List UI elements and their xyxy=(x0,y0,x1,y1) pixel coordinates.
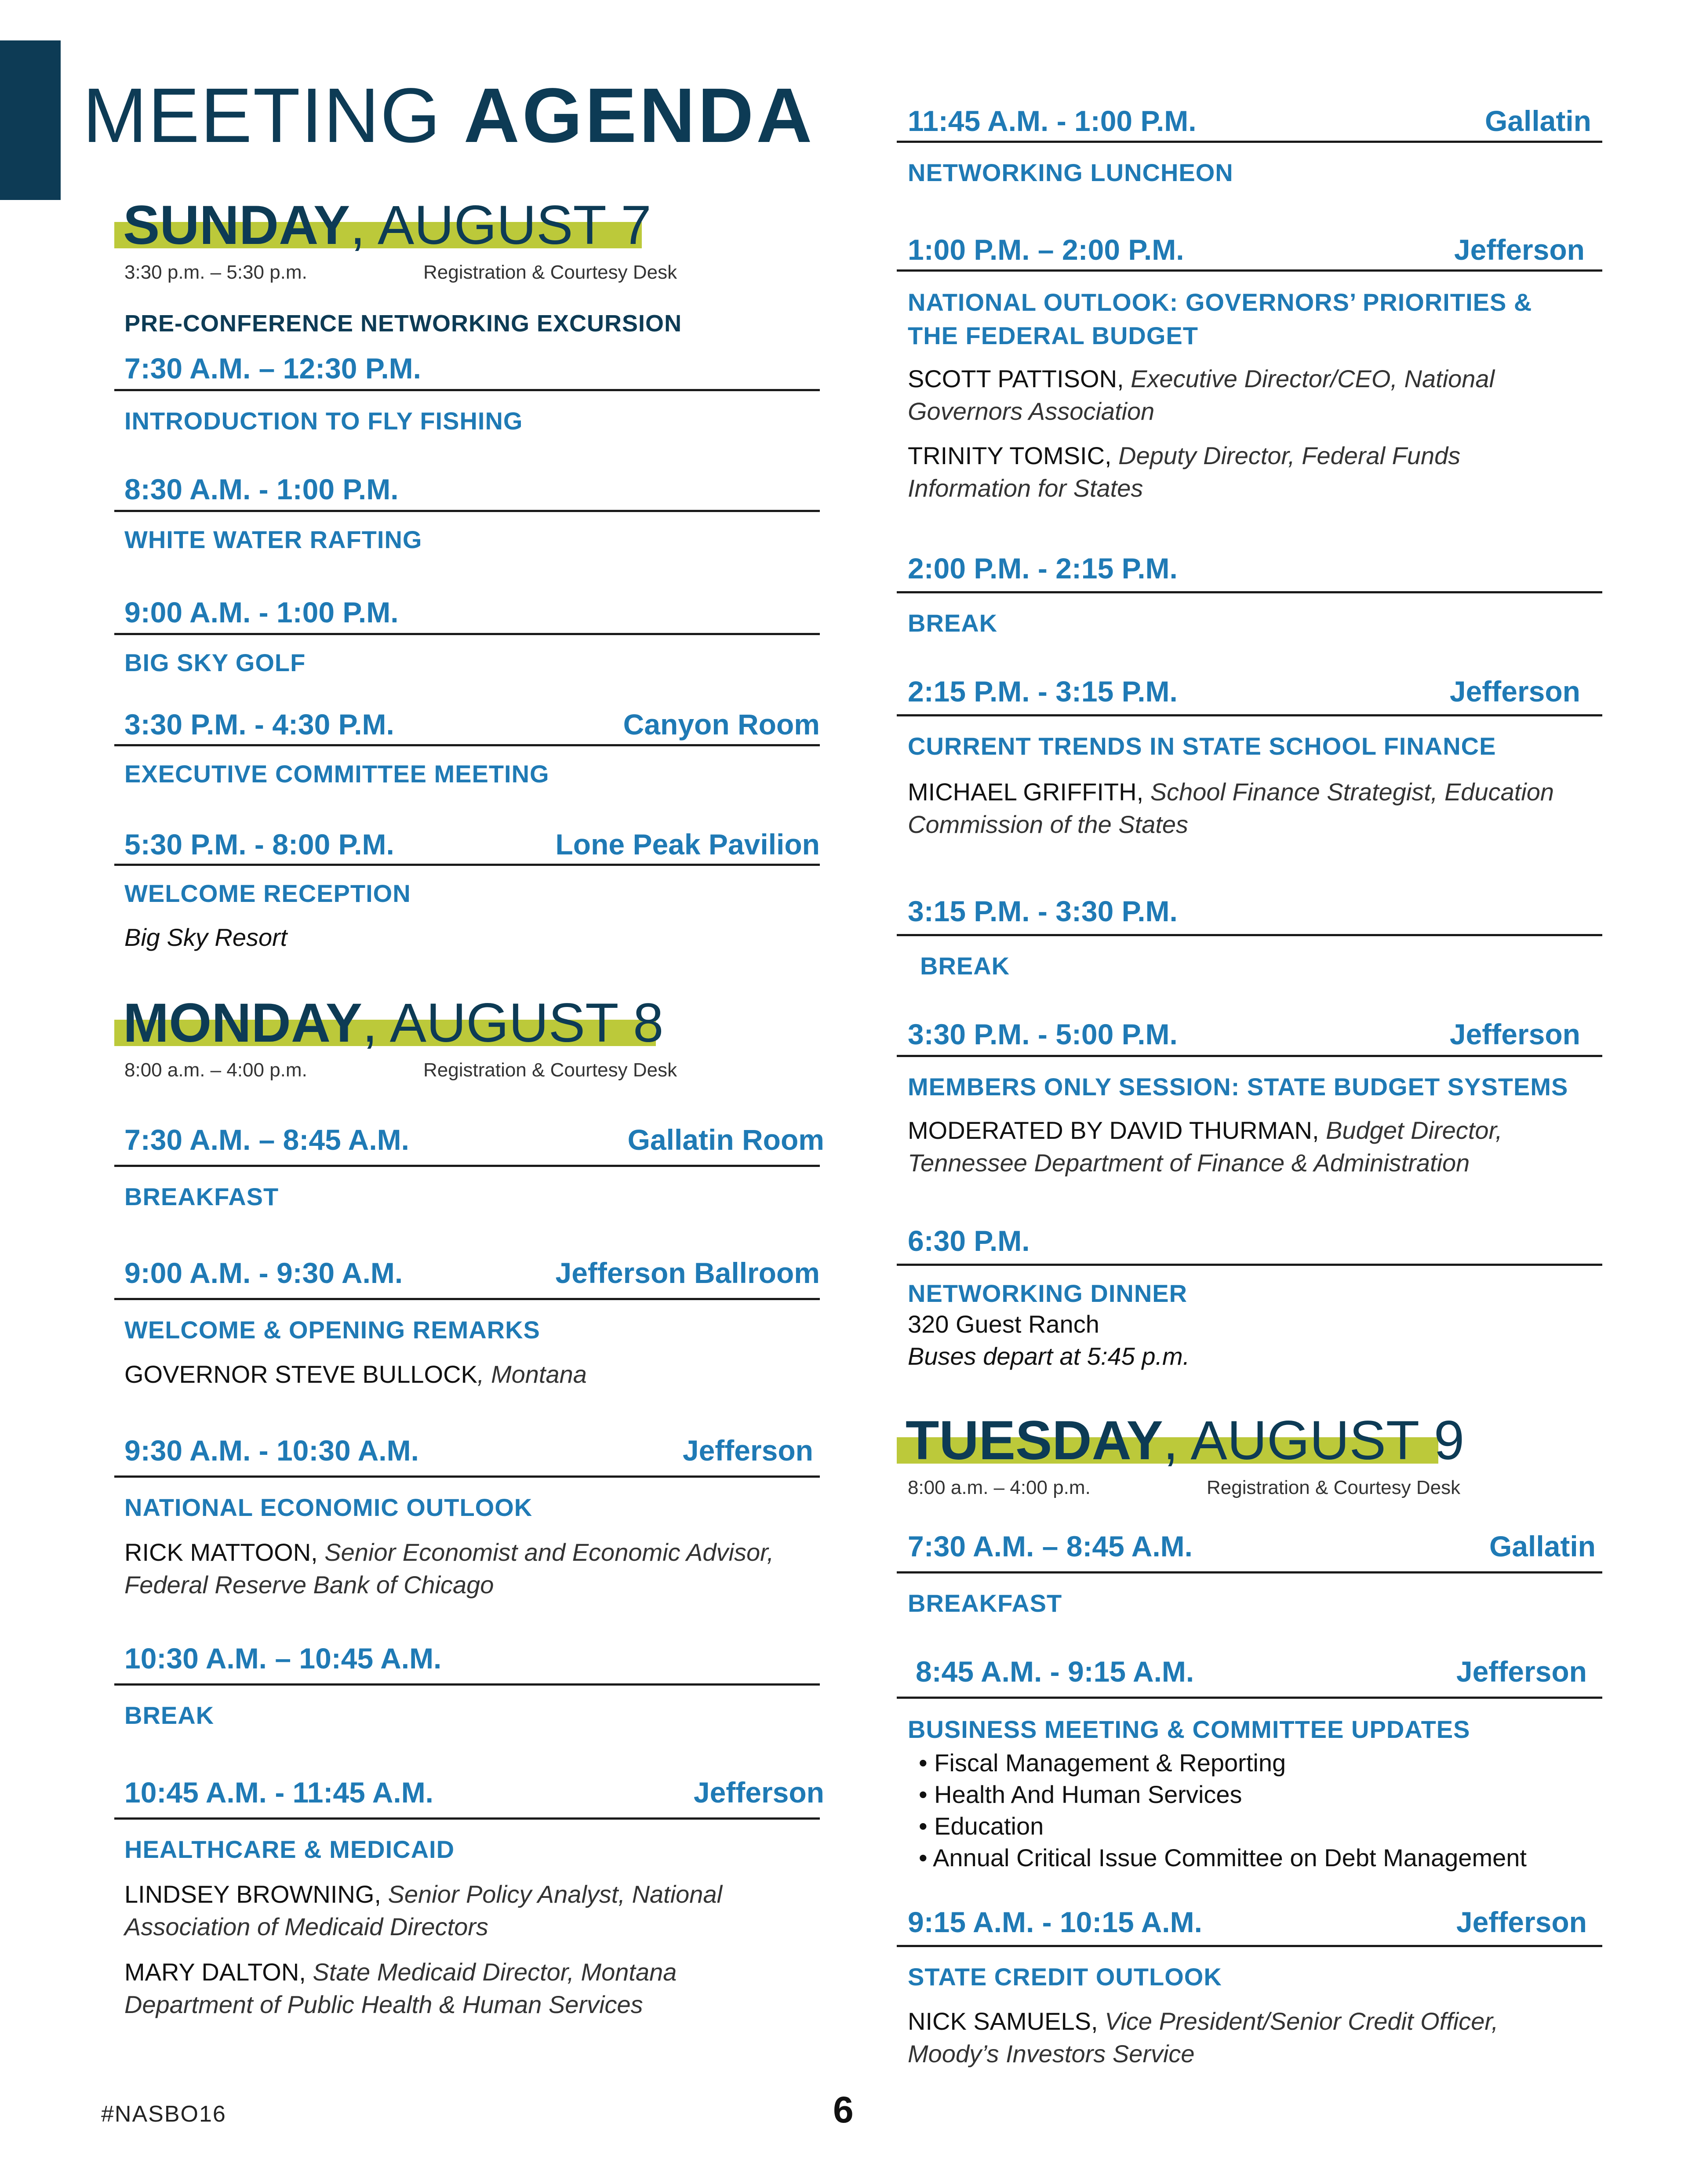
divider xyxy=(114,1165,820,1167)
session-title: WHITE WATER RAFTING xyxy=(124,526,422,553)
divider xyxy=(897,714,1602,716)
header-accent-bar xyxy=(0,40,61,200)
divider xyxy=(897,934,1602,936)
list-item: • Health And Human Services xyxy=(919,1779,1527,1810)
session-time: 6:30 P.M. xyxy=(908,1225,1030,1257)
session-location: Jefferson xyxy=(1454,233,1585,266)
divider xyxy=(114,389,820,391)
session-location: Jefferson xyxy=(693,1776,824,1809)
divider xyxy=(114,864,820,866)
session-time: 3:30 P.M. - 4:30 P.M. xyxy=(124,708,394,741)
monday-registration: 8:00 a.m. – 4:00 p.m. Registration & Courtesy Desk xyxy=(124,1059,677,1081)
session-time: 7:30 A.M. – 12:30 P.M. xyxy=(124,352,421,385)
session-title: WELCOME & OPENING REMARKS xyxy=(124,1316,540,1344)
page-title: MEETING AGENDA xyxy=(83,73,815,159)
session-title: BREAKFAST xyxy=(908,1589,1062,1617)
session-location: Gallatin Room xyxy=(627,1123,824,1156)
divider xyxy=(897,269,1602,272)
divider xyxy=(114,744,820,746)
session-location: Jefferson xyxy=(682,1434,813,1467)
speaker: MICHAEL GRIFFITH, School Finance Strategist, Education Commission of the States xyxy=(908,778,1554,838)
speaker: GOVERNOR STEVE BULLOCK, Montana xyxy=(124,1360,587,1388)
speaker: MODERATED BY DAVID THURMAN, Budget Director, Tennessee Department of Finance & Administration xyxy=(908,1116,1502,1177)
speaker: MARY DALTON, State Medicaid Director, Montana Department of Public Health & Human Services xyxy=(124,1958,677,2018)
session-time: 8:45 A.M. - 9:15 A.M. xyxy=(916,1655,1194,1688)
session-title: NATIONAL OUTLOOK: GOVERNORS’ PRIORITIES & THE FEDERAL BUDGET xyxy=(908,288,1532,349)
session-time: 10:45 A.M. - 11:45 A.M. xyxy=(124,1776,434,1809)
session-title: EXECUTIVE COMMITTEE MEETING xyxy=(124,760,549,788)
session-title: CURRENT TRENDS IN STATE SCHOOL FINANCE xyxy=(908,732,1496,760)
committee-list xyxy=(919,1747,1527,1874)
session-title: STATE CREDIT OUTLOOK xyxy=(908,1963,1222,1991)
session-location: Jefferson xyxy=(1449,1018,1580,1050)
sunday-registration: 3:30 p.m. – 5:30 p.m. Registration & Courtesy Desk xyxy=(124,262,677,283)
session-location: Gallatin xyxy=(1489,1530,1596,1563)
divider xyxy=(897,1264,1602,1266)
session-time: 8:30 A.M. - 1:00 P.M. xyxy=(124,473,399,505)
session-time: 3:15 P.M. - 3:30 P.M. xyxy=(908,895,1178,927)
session-time: 1:00 P.M. – 2:00 P.M. xyxy=(908,233,1184,266)
session-title: BIG SKY GOLF xyxy=(124,649,306,676)
session-time: 9:30 A.M. - 10:30 A.M. xyxy=(124,1434,419,1467)
list-item: • Education xyxy=(919,1810,1527,1842)
divider xyxy=(897,1697,1602,1699)
tuesday-heading: TUESDAY, AUGUST 9 xyxy=(906,1413,1464,1468)
excursion-title: PRE-CONFERENCE NETWORKING EXCURSION xyxy=(124,310,682,337)
session-title: NETWORKING LUNCHEON xyxy=(908,159,1233,186)
divider xyxy=(897,1571,1602,1573)
session-title: BREAK xyxy=(920,952,1010,980)
list-item: • Fiscal Management & Reporting xyxy=(919,1747,1527,1779)
divider xyxy=(114,1298,820,1300)
session-time: 9:00 A.M. - 9:30 A.M. xyxy=(124,1257,403,1289)
session-title: BREAK xyxy=(908,609,998,637)
session-title: INTRODUCTION TO FLY FISHING xyxy=(124,407,523,435)
session-location: Lone Peak Pavilion xyxy=(555,828,820,861)
divider xyxy=(114,1475,820,1478)
session-time: 9:00 A.M. - 1:00 P.M. xyxy=(124,596,399,629)
session-title: BUSINESS MEETING & COMMITTEE UPDATES xyxy=(908,1715,1470,1743)
divider xyxy=(114,510,820,512)
session-time: 9:15 A.M. - 10:15 A.M. xyxy=(908,1906,1202,1938)
page-number: 6 xyxy=(833,2089,854,2130)
sunday-heading: SUNDAY, AUGUST 7 xyxy=(123,198,651,253)
list-item: • Annual Critical Issue Committee on Debt Management xyxy=(919,1842,1527,1874)
session-note: Big Sky Resort xyxy=(124,923,287,951)
speaker: NICK SAMUELS, Vice President/Senior Credit Officer, Moody’s Investors Service xyxy=(908,2007,1499,2068)
speaker: SCOTT PATTISON, Executive Director/CEO, National Governors Association xyxy=(908,365,1495,425)
session-title: NATIONAL ECONOMIC OUTLOOK xyxy=(124,1494,533,1521)
session-time: 3:30 P.M. - 5:00 P.M. xyxy=(908,1018,1178,1050)
session-title: MEMBERS ONLY SESSION: STATE BUDGET SYSTEMS xyxy=(908,1073,1568,1101)
session-location: Jefferson Ballroom xyxy=(555,1257,820,1289)
divider xyxy=(897,1945,1602,1947)
speaker: RICK MATTOON, Senior Economist and Economic Advisor, Federal Reserve Bank of Chicago xyxy=(124,1538,774,1599)
monday-heading: MONDAY, AUGUST 8 xyxy=(123,996,664,1050)
divider xyxy=(114,1817,820,1820)
session-location: Jefferson xyxy=(1449,675,1580,708)
session-time: 5:30 P.M. - 8:00 P.M. xyxy=(124,828,394,861)
session-note: Buses depart at 5:45 p.m. xyxy=(908,1342,1190,1370)
footer-hashtag: #NASBO16 xyxy=(101,2101,226,2127)
divider xyxy=(114,633,820,635)
session-title: BREAKFAST xyxy=(124,1183,279,1210)
session-location: Jefferson xyxy=(1456,1655,1587,1688)
session-title: WELCOME RECEPTION xyxy=(124,879,411,907)
session-time: 7:30 A.M. – 8:45 A.M. xyxy=(124,1123,409,1156)
divider xyxy=(897,1055,1602,1057)
speaker: TRINITY TOMSIC, Deputy Director, Federal Funds Information for States xyxy=(908,442,1461,502)
session-location: Gallatin xyxy=(1484,105,1591,137)
session-title: NETWORKING DINNER xyxy=(908,1279,1188,1307)
session-title: BREAK xyxy=(124,1701,215,1729)
session-venue: 320 Guest Ranch xyxy=(908,1310,1099,1338)
session-location: Canyon Room xyxy=(623,708,820,741)
divider xyxy=(897,141,1602,143)
speaker: LINDSEY BROWNING, Senior Policy Analyst, National Association of Medicaid Directors xyxy=(124,1880,723,1941)
divider xyxy=(114,1683,820,1686)
divider xyxy=(897,591,1602,593)
session-location: Jefferson xyxy=(1456,1906,1587,1938)
session-time: 2:15 P.M. - 3:15 P.M. xyxy=(908,675,1178,708)
session-time: 10:30 A.M. – 10:45 A.M. xyxy=(124,1642,442,1675)
tuesday-registration: 8:00 a.m. – 4:00 p.m. Registration & Courtesy Desk xyxy=(908,1477,1461,1498)
session-time: 2:00 P.M. - 2:15 P.M. xyxy=(908,552,1178,585)
session-title: HEALTHCARE & MEDICAID xyxy=(124,1835,455,1863)
session-time: 11:45 A.M. - 1:00 P.M. xyxy=(908,105,1197,137)
session-time: 7:30 A.M. – 8:45 A.M. xyxy=(908,1530,1193,1563)
